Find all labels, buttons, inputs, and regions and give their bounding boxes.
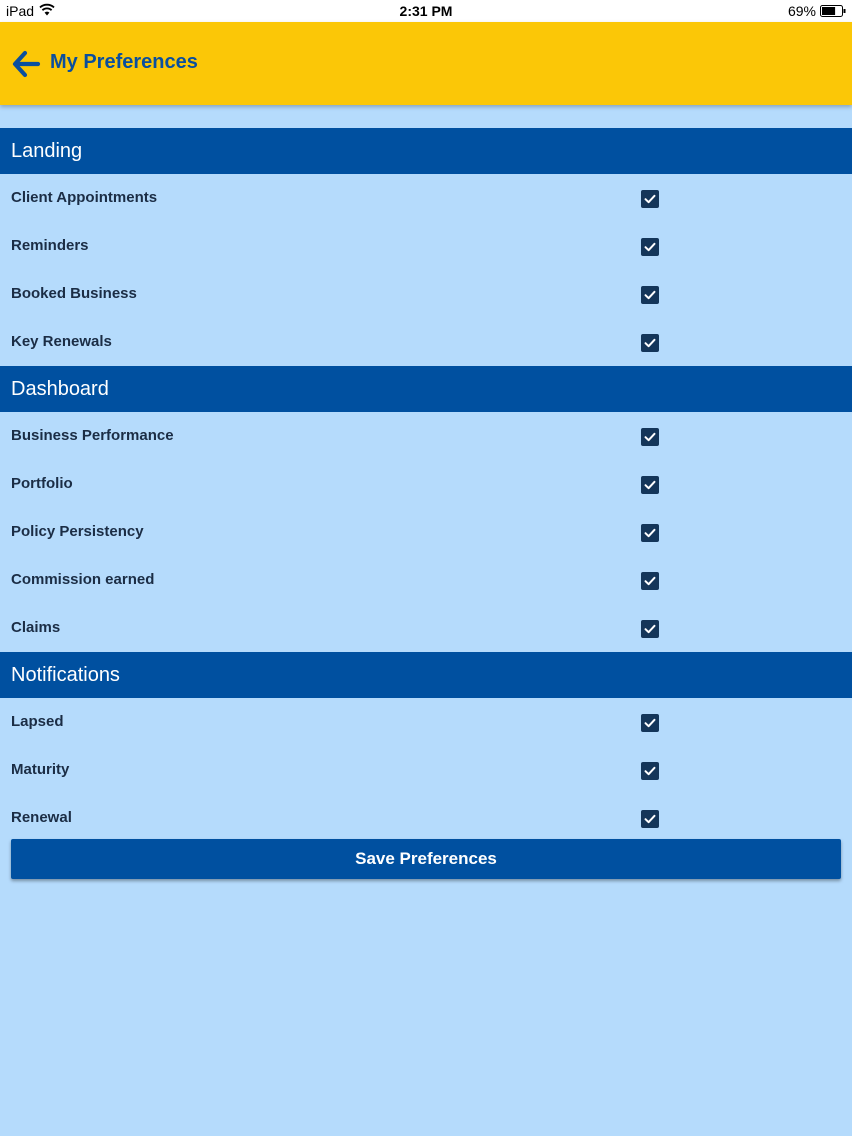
preference-checkbox[interactable] — [641, 810, 659, 828]
preference-checkbox[interactable] — [641, 238, 659, 256]
preference-row — [0, 270, 852, 318]
preference-checkbox[interactable] — [641, 334, 659, 352]
preference-checkbox[interactable] — [641, 714, 659, 732]
preference-row — [0, 556, 852, 604]
preference-row — [0, 698, 852, 746]
page-title: My Preferences — [50, 51, 198, 73]
preference-checkbox[interactable] — [641, 524, 659, 542]
preference-row — [0, 508, 852, 556]
section-header-dashboard: Dashboard — [0, 366, 852, 412]
app-header — [0, 22, 852, 105]
preference-row — [0, 222, 852, 270]
status-time: 2:31 PM — [399, 3, 453, 19]
preference-label: Lapsed — [11, 713, 64, 730]
checkmark-icon — [643, 336, 657, 350]
preference-label: Maturity — [11, 761, 70, 778]
checkmark-icon — [643, 240, 657, 254]
checkmark-icon — [643, 192, 657, 206]
preference-label: Client Appointments — [11, 189, 158, 206]
preference-row — [0, 794, 852, 842]
preference-checkbox[interactable] — [641, 762, 659, 780]
preference-checkbox[interactable] — [641, 572, 659, 590]
section-header-landing: Landing — [0, 128, 852, 174]
checkmark-icon — [643, 478, 657, 492]
preference-label: Commission earned — [11, 571, 155, 588]
back-button[interactable] — [12, 50, 42, 78]
battery-icon — [820, 5, 846, 17]
checkmark-icon — [643, 764, 657, 778]
preference-row — [0, 460, 852, 508]
preference-label: Portfolio — [11, 475, 73, 492]
preference-label: Booked Business — [11, 285, 137, 302]
preference-checkbox[interactable] — [641, 620, 659, 638]
preference-label: Reminders — [11, 237, 89, 254]
status-bar — [0, 0, 852, 22]
save-preferences-button[interactable]: Save Preferences — [11, 839, 841, 879]
battery-percent: 69% — [787, 3, 816, 19]
preference-row — [0, 746, 852, 794]
preference-label: Policy Persistency — [11, 523, 144, 540]
preference-label: Key Renewals — [11, 333, 112, 350]
checkmark-icon — [643, 574, 657, 588]
preference-checkbox[interactable] — [641, 190, 659, 208]
preference-row — [0, 412, 852, 460]
preference-row — [0, 174, 852, 222]
preference-checkbox[interactable] — [641, 286, 659, 304]
checkmark-icon — [643, 288, 657, 302]
preference-row — [0, 604, 852, 652]
preference-label: Business Performance — [11, 427, 174, 444]
arrow-left-icon — [12, 50, 42, 78]
checkmark-icon — [643, 716, 657, 730]
device-name: iPad — [6, 3, 35, 19]
checkmark-icon — [643, 812, 657, 826]
preference-row — [0, 318, 852, 366]
preference-label: Claims — [11, 619, 61, 636]
preference-checkbox[interactable] — [641, 476, 659, 494]
checkmark-icon — [643, 430, 657, 444]
preference-checkbox[interactable] — [641, 428, 659, 446]
preference-label: Renewal — [11, 809, 72, 826]
section-header-notifications: Notifications — [0, 652, 852, 698]
checkmark-icon — [643, 622, 657, 636]
checkmark-icon — [643, 526, 657, 540]
